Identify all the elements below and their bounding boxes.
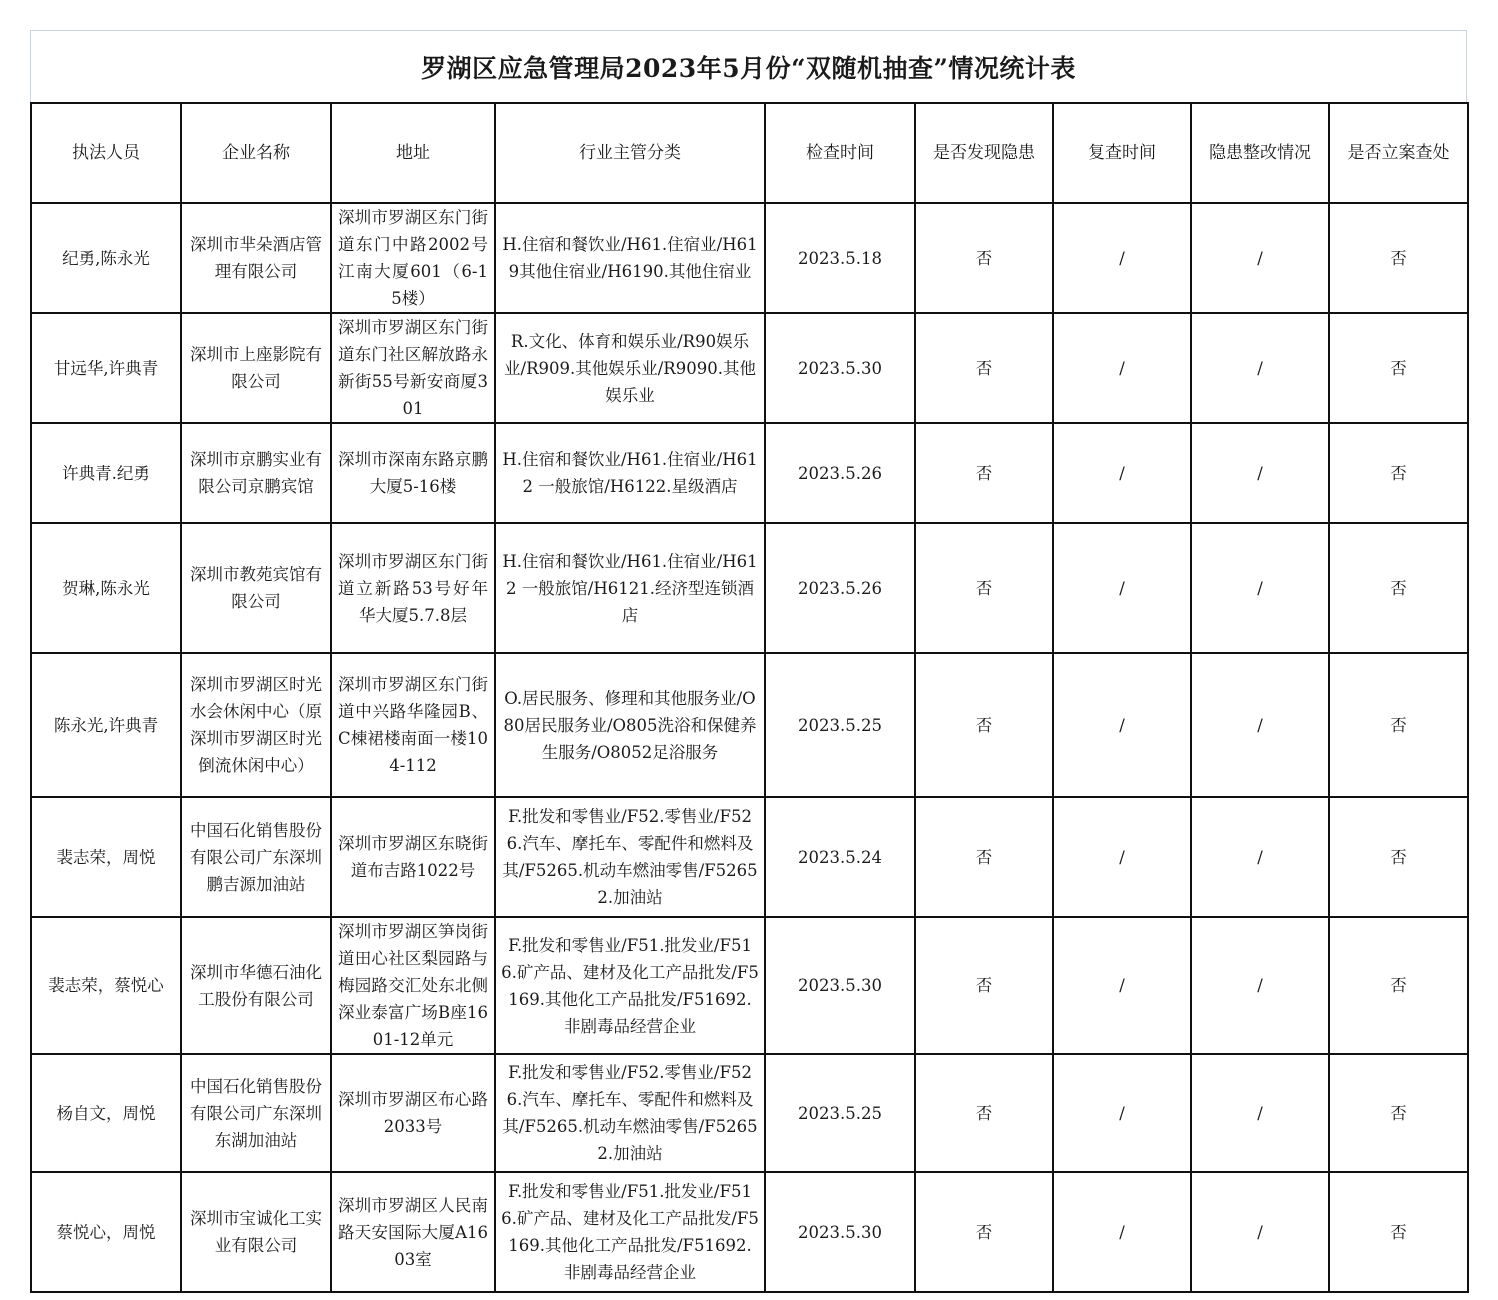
cell-rectification: / <box>1191 523 1329 653</box>
cell-rectification: / <box>1191 423 1329 523</box>
cell-address: 深圳市罗湖区东门街道立新路53号好年华大厦5.7.8层 <box>331 523 495 653</box>
cell-inspect-date: 2023.5.24 <box>765 797 915 917</box>
cell-rectification: / <box>1191 1172 1329 1292</box>
cell-company: 深圳市京鹏实业有限公司京鹏宾馆 <box>181 423 331 523</box>
cell-hazard-found: 否 <box>915 917 1053 1054</box>
cell-officers: 裴志荣，周悦 <box>31 797 181 917</box>
cell-hazard-found: 否 <box>915 523 1053 653</box>
cell-hazard-found: 否 <box>915 203 1053 313</box>
cell-address: 深圳市罗湖区东门街道东门社区解放路永新街55号新安商厦301 <box>331 313 495 423</box>
cell-case-filed: 否 <box>1329 797 1468 917</box>
cell-category: F.批发和零售业/F52.零售业/F526.汽车、摩托车、零配件和燃料及其/F5265.机动车燃油零售/F52652.加油站 <box>495 1054 765 1172</box>
cell-category: F.批发和零售业/F51.批发业/F516.矿产品、建材及化工产品批发/F5169.其他化工产品批发/F51692.非剧毒品经营企业 <box>495 1172 765 1292</box>
page-title: 罗湖区应急管理局2023年5月份“双随机抽查”情况统计表 <box>421 53 1076 83</box>
cell-inspect-date: 2023.5.25 <box>765 653 915 797</box>
cell-company: 深圳市上座影院有限公司 <box>181 313 331 423</box>
cell-address: 深圳市罗湖区布心路2033号 <box>331 1054 495 1172</box>
cell-recheck-date: / <box>1053 523 1191 653</box>
header-row <box>31 103 1468 203</box>
cell-officers: 贺琳,陈永光 <box>31 523 181 653</box>
cell-hazard-found: 否 <box>915 313 1053 423</box>
cell-recheck-date: / <box>1053 797 1191 917</box>
cell-category: R.文化、体育和娱乐业/R90娱乐业/R909.其他娱乐业/R9090.其他娱乐业 <box>495 313 765 423</box>
table-row <box>31 313 1468 423</box>
cell-recheck-date: / <box>1053 1172 1191 1292</box>
cell-company: 深圳市罗湖区时光水会休闲中心（原深圳市罗湖区时光倒流休闲中心） <box>181 653 331 797</box>
cell-recheck-date: / <box>1053 653 1191 797</box>
header-inspect-date: 检查时间 <box>765 103 915 203</box>
cell-case-filed: 否 <box>1329 203 1468 313</box>
cell-officers: 甘远华,许典青 <box>31 313 181 423</box>
cell-recheck-date: / <box>1053 203 1191 313</box>
cell-rectification: / <box>1191 313 1329 423</box>
cell-inspect-date: 2023.5.18 <box>765 203 915 313</box>
cell-officers: 纪勇,陈永光 <box>31 203 181 313</box>
cell-rectification: / <box>1191 1054 1329 1172</box>
cell-inspect-date: 2023.5.30 <box>765 1172 915 1292</box>
table-row <box>31 523 1468 653</box>
cell-officers: 杨自文，周悦 <box>31 1054 181 1172</box>
header-case-filed: 是否立案查处 <box>1329 103 1468 203</box>
cell-inspect-date: 2023.5.30 <box>765 313 915 423</box>
cell-case-filed: 否 <box>1329 1054 1468 1172</box>
header-rectification: 隐患整改情况 <box>1191 103 1329 203</box>
cell-case-filed: 否 <box>1329 523 1468 653</box>
cell-address: 深圳市深南东路京鹏大厦5-16楼 <box>331 423 495 523</box>
cell-case-filed: 否 <box>1329 917 1468 1054</box>
cell-rectification: / <box>1191 653 1329 797</box>
cell-officers: 裴志荣，蔡悦心 <box>31 917 181 1054</box>
cell-recheck-date: / <box>1053 917 1191 1054</box>
header-recheck-date: 复查时间 <box>1053 103 1191 203</box>
header-address: 地址 <box>331 103 495 203</box>
cell-hazard-found: 否 <box>915 423 1053 523</box>
cell-category: H.住宿和餐饮业/H61.住宿业/H612 一般旅馆/H6122.星级酒店 <box>495 423 765 523</box>
cell-case-filed: 否 <box>1329 313 1468 423</box>
cell-category: F.批发和零售业/F51.批发业/F516.矿产品、建材及化工产品批发/F5169.其他化工产品批发/F51692.非剧毒品经营企业 <box>495 917 765 1054</box>
table-row <box>31 423 1468 523</box>
cell-inspect-date: 2023.5.25 <box>765 1054 915 1172</box>
cell-category: F.批发和零售业/F52.零售业/F526.汽车、摩托车、零配件和燃料及其/F5265.机动车燃油零售/F52652.加油站 <box>495 797 765 917</box>
cell-recheck-date: / <box>1053 313 1191 423</box>
report-sheet <box>30 30 1467 1293</box>
table-row <box>31 653 1468 797</box>
header-category: 行业主管分类 <box>495 103 765 203</box>
cell-company: 深圳市芈朵酒店管理有限公司 <box>181 203 331 313</box>
cell-address: 深圳市罗湖区东晓街道布吉路1022号 <box>331 797 495 917</box>
table-row <box>31 1172 1468 1292</box>
cell-category: H.住宿和餐饮业/H61.住宿业/H612 一般旅馆/H6121.经济型连锁酒店 <box>495 523 765 653</box>
cell-officers: 陈永光,许典青 <box>31 653 181 797</box>
header-officers: 执法人员 <box>31 103 181 203</box>
cell-category: H.住宿和餐饮业/H61.住宿业/H619其他住宿业/H6190.其他住宿业 <box>495 203 765 313</box>
cell-address: 深圳市罗湖区东门街道中兴路华隆园B、C棟裙楼南面一楼104-112 <box>331 653 495 797</box>
table-row <box>31 917 1468 1054</box>
cell-hazard-found: 否 <box>915 1054 1053 1172</box>
header-hazard-found: 是否发现隐患 <box>915 103 1053 203</box>
cell-hazard-found: 否 <box>915 653 1053 797</box>
cell-address: 深圳市罗湖区人民南路天安国际大厦A1603室 <box>331 1172 495 1292</box>
cell-rectification: / <box>1191 797 1329 917</box>
cell-hazard-found: 否 <box>915 1172 1053 1292</box>
cell-address: 深圳市罗湖区东门街道东门中路2002号江南大厦601（6-15楼） <box>331 203 495 313</box>
cell-officers: 许典青.纪勇 <box>31 423 181 523</box>
cell-company: 深圳市教苑宾馆有限公司 <box>181 523 331 653</box>
cell-inspect-date: 2023.5.30 <box>765 917 915 1054</box>
cell-inspect-date: 2023.5.26 <box>765 423 915 523</box>
header-company: 企业名称 <box>181 103 331 203</box>
cell-hazard-found: 否 <box>915 797 1053 917</box>
cell-company: 中国石化销售股份有限公司广东深圳东湖加油站 <box>181 1054 331 1172</box>
table-row <box>31 797 1468 917</box>
cell-company: 中国石化销售股份有限公司广东深圳鹏吉源加油站 <box>181 797 331 917</box>
cell-case-filed: 否 <box>1329 1172 1468 1292</box>
cell-category: O.居民服务、修理和其他服务业/O80居民服务业/O805洗浴和保健养生服务/O8052足浴服务 <box>495 653 765 797</box>
cell-rectification: / <box>1191 917 1329 1054</box>
cell-case-filed: 否 <box>1329 423 1468 523</box>
title-bar <box>30 30 1467 102</box>
cell-address: 深圳市罗湖区笋岗街道田心社区梨园路与梅园路交汇处东北侧深业泰富广场B座1601-12单元 <box>331 917 495 1054</box>
cell-recheck-date: / <box>1053 423 1191 523</box>
cell-recheck-date: / <box>1053 1054 1191 1172</box>
cell-rectification: / <box>1191 203 1329 313</box>
table-row <box>31 1054 1468 1172</box>
inspection-table <box>30 102 1469 1293</box>
table-row <box>31 203 1468 313</box>
cell-company: 深圳市宝诚化工实业有限公司 <box>181 1172 331 1292</box>
cell-company: 深圳市华德石油化工股份有限公司 <box>181 917 331 1054</box>
cell-officers: 蔡悦心，周悦 <box>31 1172 181 1292</box>
cell-inspect-date: 2023.5.26 <box>765 523 915 653</box>
cell-case-filed: 否 <box>1329 653 1468 797</box>
